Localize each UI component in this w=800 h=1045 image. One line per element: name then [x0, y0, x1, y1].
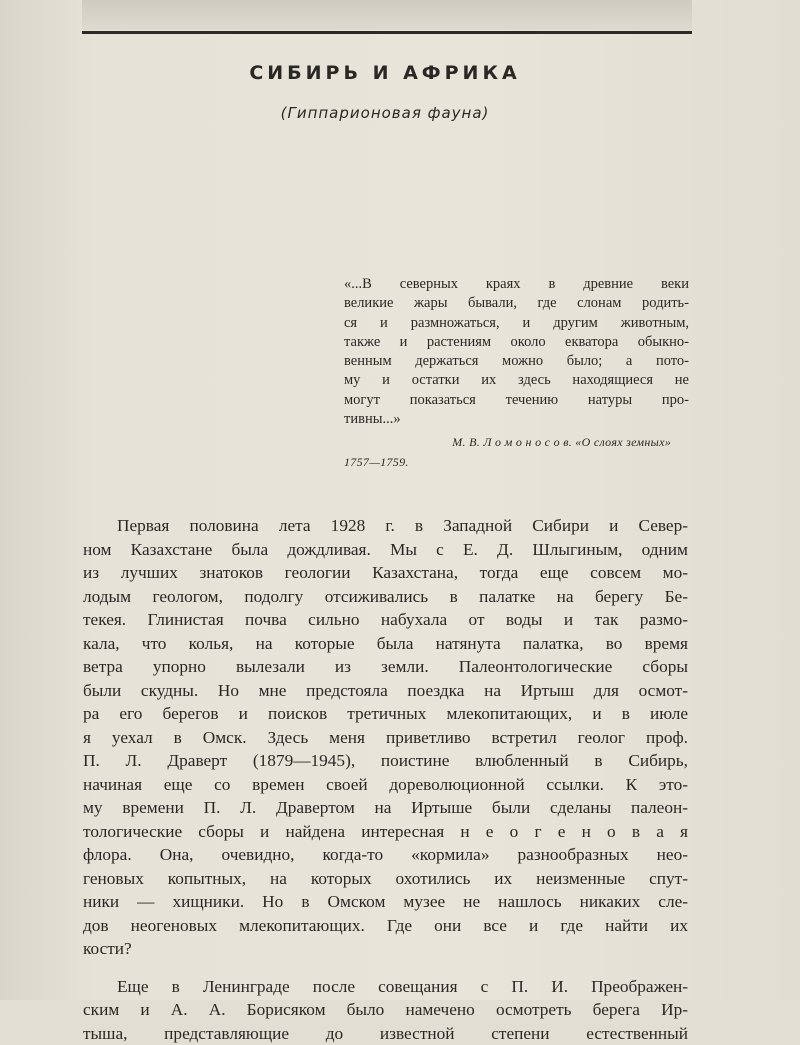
epigraph-line: венным держаться можно было; а пото- [344, 352, 689, 371]
body-line: му времени П. Л. Дравертом на Иртыше были сделаны палеон- [83, 796, 688, 820]
body-line: Первая половина лета 1928 г. в Западной Сибири и Север- [83, 514, 688, 538]
body-line: ники — хищники. Но в Омском музее не нашлось никаких сле- [83, 890, 688, 914]
previous-text-shadow [82, 0, 692, 30]
epigraph-line: ся и размножаться, и другим животным, [344, 314, 689, 333]
epigraph-line: могут показаться течению натуры про- [344, 391, 689, 410]
body-line: геновых копытных, на которых охотились их неизменные спут- [83, 867, 688, 891]
chapter-divider-rule [82, 31, 692, 34]
epigraph-quote [344, 275, 689, 429]
epigraph-attribution [344, 432, 689, 472]
body-line: ским и А. А. Борисяком было намечено осмотреть берега Ир- [83, 998, 688, 1022]
body-line: ра его берегов и поисков третичных млекопитающих, и в июле [83, 702, 688, 726]
attribution-author: М. В. Л о м о н о с о в. «О слоях земных» [344, 432, 689, 452]
body-line: ном Казахстане была дождливая. Мы с Е. Д. Шлыгиным, одним [83, 538, 688, 562]
epigraph-line: «...В северных краях в древние веки [344, 275, 689, 294]
body-line: тологические сборы и найдена интересная н е о г е н о в а я [83, 820, 688, 844]
epigraph-line: великие жары бывали, где слонам родить- [344, 294, 689, 313]
body-line: я уехал в Омск. Здесь меня приветливо встретил геолог проф. [83, 726, 688, 750]
body-line: кости? [83, 937, 688, 961]
body-line: были скудны. Но мне предстояла поездка на Иртыш для осмот- [83, 679, 688, 703]
body-line: из лучших знатоков геологии Казахстана, тогда еще совсем мо- [83, 561, 688, 585]
body-text [83, 514, 688, 1045]
body-line: лодым геологом, подолгу отсиживались в палатке на берегу Бе- [83, 585, 688, 609]
body-line: Еще в Ленинграде после совещания с П. И. Преображен- [83, 975, 688, 999]
attribution-years: 1757—1759. [344, 452, 689, 472]
chapter-title: СИБИРЬ И АФРИКА [150, 62, 620, 84]
body-line: текея. Глинистая почва сильно набухала от воды и так размо- [83, 608, 688, 632]
body-line: ветра упорно вылезали из земли. Палеонтологические сборы [83, 655, 688, 679]
body-line: дов неогеновых млекопитающих. Где они все и где найти их [83, 914, 688, 938]
body-line: тыша, представляющие до известной степени естественный [83, 1022, 688, 1045]
body-line: флора. Она, очевидно, когда-то «кормила» разнообразных нео- [83, 843, 688, 867]
epigraph-line: также и растениям около екватора обыкно- [344, 333, 689, 352]
epigraph-line: му и остатки их здесь находящиеся не [344, 371, 689, 390]
body-line: П. Л. Драверт (1879—1945), поистине влюбленный в Сибирь, [83, 749, 688, 773]
body-line: начиная еще со времен своей дореволюционной ссылки. К это- [83, 773, 688, 797]
body-line: кала, что колья, на которые была натянута палатка, во время [83, 632, 688, 656]
epigraph-line: тивны...» [344, 410, 689, 429]
chapter-subtitle: (Гиппарионовая фауна) [150, 104, 620, 122]
